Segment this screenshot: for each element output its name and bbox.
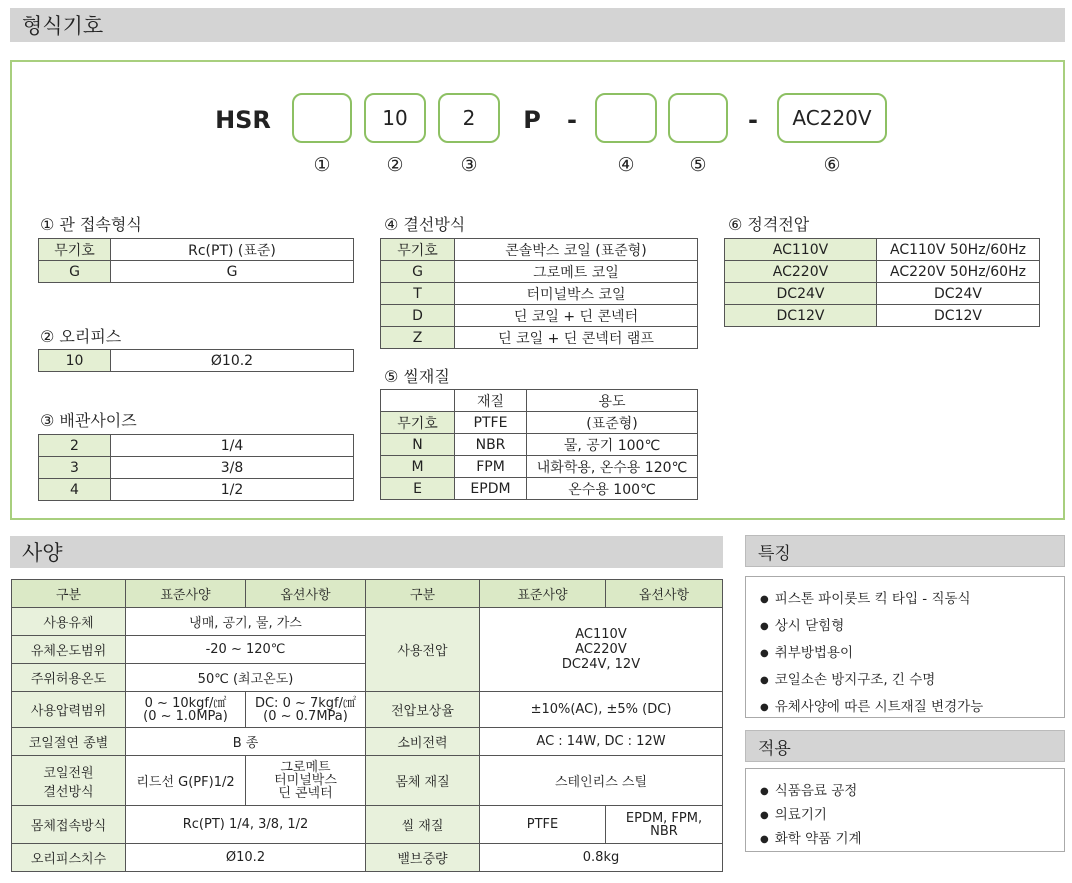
spec-value-cell <box>246 692 366 728</box>
t1-table <box>38 238 354 283</box>
t6-value: AC220V 50Hz/60Hz <box>877 261 1040 283</box>
t5-code: N <box>381 434 455 456</box>
spec-value: EPDM, FPM, <box>625 810 703 826</box>
num-5: ⑤ <box>689 154 707 176</box>
num-4: ④ <box>617 154 635 176</box>
slot-4 <box>595 93 657 143</box>
t6-code: AC220V <box>725 261 877 283</box>
slot-3: 2 <box>438 93 500 143</box>
model-code-panel <box>10 60 1065 520</box>
spec-value: (0 ~ 1.0MPa) <box>143 708 228 724</box>
t5-title: ⑤ 씰재질 <box>384 367 450 386</box>
spec-header: 옵션사항 <box>606 580 723 608</box>
t4-code: G <box>381 261 455 283</box>
spec-value: AC : 14W, DC : 12W <box>480 728 723 756</box>
feature-item: ● 코일소손 방지구조, 긴 수명 <box>760 668 1064 688</box>
spec-value: DC24V, 12V <box>561 657 641 672</box>
slot-1 <box>292 93 352 143</box>
t5-header: 재질 <box>455 390 527 412</box>
spec-value: AC220V <box>575 642 627 657</box>
spec-header: 표준사양 <box>126 580 246 608</box>
spec-label: 유체온도범위 <box>12 636 126 664</box>
spec-value: ±10%(AC), ±5% (DC) <box>480 692 723 728</box>
spec-header: 옵션사항 <box>246 580 366 608</box>
spec-value: 냉매, 공기, 물, 가스 <box>126 608 366 636</box>
t6-code: DC24V <box>725 283 877 305</box>
t1-title: ① 관 접속형식 <box>40 215 142 234</box>
t5-use: 온수용 100℃ <box>527 478 698 500</box>
spec-label: 씰 재질 <box>366 806 480 844</box>
spec-value: 딘 콘넥터 <box>278 786 333 801</box>
t4-table <box>380 238 698 349</box>
t5-use: (표준형) <box>527 412 698 434</box>
spec-label: 결선방식 <box>43 784 94 800</box>
slot-5 <box>668 93 728 143</box>
t6-table <box>724 238 1040 327</box>
spec-value: PTFE <box>480 806 606 844</box>
spec-value-cell <box>126 692 246 728</box>
spec-label: 코일절연 종별 <box>12 728 126 756</box>
t5-code: M <box>381 456 455 478</box>
spec-value: 터미널박스 <box>274 773 337 788</box>
t3-code: 2 <box>39 435 111 457</box>
spec-label: 사용압력범위 <box>12 692 126 728</box>
t2-table <box>38 349 354 372</box>
t4-code: T <box>381 283 455 305</box>
model-prefix: HSR <box>215 106 271 134</box>
features-title: 특징 <box>745 535 1065 567</box>
t4-code: D <box>381 305 455 327</box>
feature-item: ● 취부방법용이 <box>760 641 1064 661</box>
t3-value: 1/4 <box>111 435 354 457</box>
spec-label: 주위허용온도 <box>12 664 126 692</box>
t4-value: 딘 코일 + 딘 콘넥터 <box>455 305 698 327</box>
t4-value: 터미널박스 코일 <box>455 283 698 305</box>
spec-label: 전압보상율 <box>366 692 480 728</box>
spec-header: 표준사양 <box>480 580 606 608</box>
t6-code: AC110V <box>725 239 877 261</box>
features-list <box>745 576 1065 718</box>
t5-material: PTFE <box>455 412 527 434</box>
t5-header: 용도 <box>527 390 698 412</box>
spec-label: 몸체접속방식 <box>12 806 126 844</box>
spec-value: 그로메트 <box>280 760 331 775</box>
model-dash-1: - <box>567 106 577 134</box>
t4-value: 콘솔박스 코일 (표준형) <box>455 239 698 261</box>
t4-title: ④ 결선방식 <box>384 215 466 234</box>
spec-label-cell <box>12 756 126 806</box>
t6-value: AC110V 50Hz/60Hz <box>877 239 1040 261</box>
slot-2: 10 <box>364 93 426 143</box>
num-2: ② <box>386 154 404 176</box>
spec-label: 몸체 재질 <box>366 756 480 806</box>
apps-title: 적용 <box>745 730 1065 762</box>
t3-value: 3/8 <box>111 457 354 479</box>
app-item: ● 식품음료 공정 <box>760 779 1064 799</box>
spec-value: DC: 0 ~ 7kgf/㎠ <box>254 695 357 711</box>
t5-code: 무기호 <box>381 412 455 434</box>
t3-title: ③ 배관사이즈 <box>40 411 137 430</box>
spec-label: 밸브중량 <box>366 844 480 872</box>
spec-value: (0 ~ 0.7MPa) <box>263 708 348 724</box>
model-letter-p: P <box>523 106 541 134</box>
model-section-title: 형식기호 <box>10 8 1065 42</box>
t6-value: DC24V <box>877 283 1040 305</box>
app-item: ● 의료기기 <box>760 803 1064 823</box>
t3-table <box>38 434 354 501</box>
feature-item: ● 유체사양에 따른 시트재질 변경가능 <box>760 695 1064 715</box>
spec-value-cell <box>606 806 723 844</box>
num-1: ① <box>313 154 331 176</box>
spec-label: 코일전원 <box>43 765 94 781</box>
spec-label: 소비전력 <box>366 728 480 756</box>
t1-value: G <box>111 261 354 283</box>
app-item: ● 화학 약품 기계 <box>760 827 1064 847</box>
t5-code: E <box>381 478 455 500</box>
spec-section-title: 사양 <box>10 536 723 568</box>
t1-code: G <box>39 261 111 283</box>
spec-value: Ø10.2 <box>126 844 366 872</box>
slot-6: AC220V <box>777 93 887 143</box>
t4-value: 그로메트 코일 <box>455 261 698 283</box>
t2-title: ② 오리피스 <box>40 327 122 346</box>
spec-value: AC110V <box>575 627 627 642</box>
t6-value: DC12V <box>877 305 1040 327</box>
t1-value: Rc(PT) (표준) <box>111 239 354 261</box>
spec-header: 구분 <box>12 580 126 608</box>
spec-label: 사용유체 <box>12 608 126 636</box>
spec-value: NBR <box>650 823 678 839</box>
spec-value: 0 ~ 10kgf/㎠ <box>144 695 227 711</box>
t3-code: 3 <box>39 457 111 479</box>
num-3: ③ <box>460 154 478 176</box>
t5-use: 물, 공기 100℃ <box>527 434 698 456</box>
spec-label: 오리피스치수 <box>12 844 126 872</box>
spec-value: 스테인리스 스틸 <box>480 756 723 806</box>
t5-material: FPM <box>455 456 527 478</box>
spec-value-cell <box>246 756 366 806</box>
t1-code: 무기호 <box>39 239 111 261</box>
spec-value: 0.8kg <box>480 844 723 872</box>
spec-header: 구분 <box>366 580 480 608</box>
spec-value: B 종 <box>126 728 366 756</box>
feature-item: ● 상시 닫힘형 <box>760 614 1064 634</box>
t5-use: 내화학용, 온수용 120℃ <box>527 456 698 478</box>
model-dash-2: - <box>748 106 758 134</box>
apps-list <box>745 768 1065 852</box>
t5-table <box>380 389 698 500</box>
spec-table <box>11 579 723 872</box>
t3-value: 1/2 <box>111 479 354 501</box>
feature-item: ● 피스톤 파이롯트 킥 타입 - 직동식 <box>760 587 1064 607</box>
spec-value: Rc(PT) 1/4, 3/8, 1/2 <box>126 806 366 844</box>
t2-value: Ø10.2 <box>111 350 354 372</box>
t6-title: ⑥ 정격전압 <box>728 215 810 234</box>
spec-voltage-cell <box>480 608 723 692</box>
spec-value: 리드선 G(PF)1/2 <box>126 756 246 806</box>
t4-code: 무기호 <box>381 239 455 261</box>
spec-value: 50℃ (최고온도) <box>126 664 366 692</box>
t5-material: NBR <box>455 434 527 456</box>
num-6: ⑥ <box>823 154 841 176</box>
t5-material: EPDM <box>455 478 527 500</box>
t4-code: Z <box>381 327 455 349</box>
t5-header <box>381 390 455 412</box>
spec-label: 사용전압 <box>366 608 480 692</box>
t2-code: 10 <box>39 350 111 372</box>
t4-value: 딘 코일 + 딘 콘넥터 램프 <box>455 327 698 349</box>
t6-code: DC12V <box>725 305 877 327</box>
t3-code: 4 <box>39 479 111 501</box>
spec-value: -20 ~ 120℃ <box>126 636 366 664</box>
